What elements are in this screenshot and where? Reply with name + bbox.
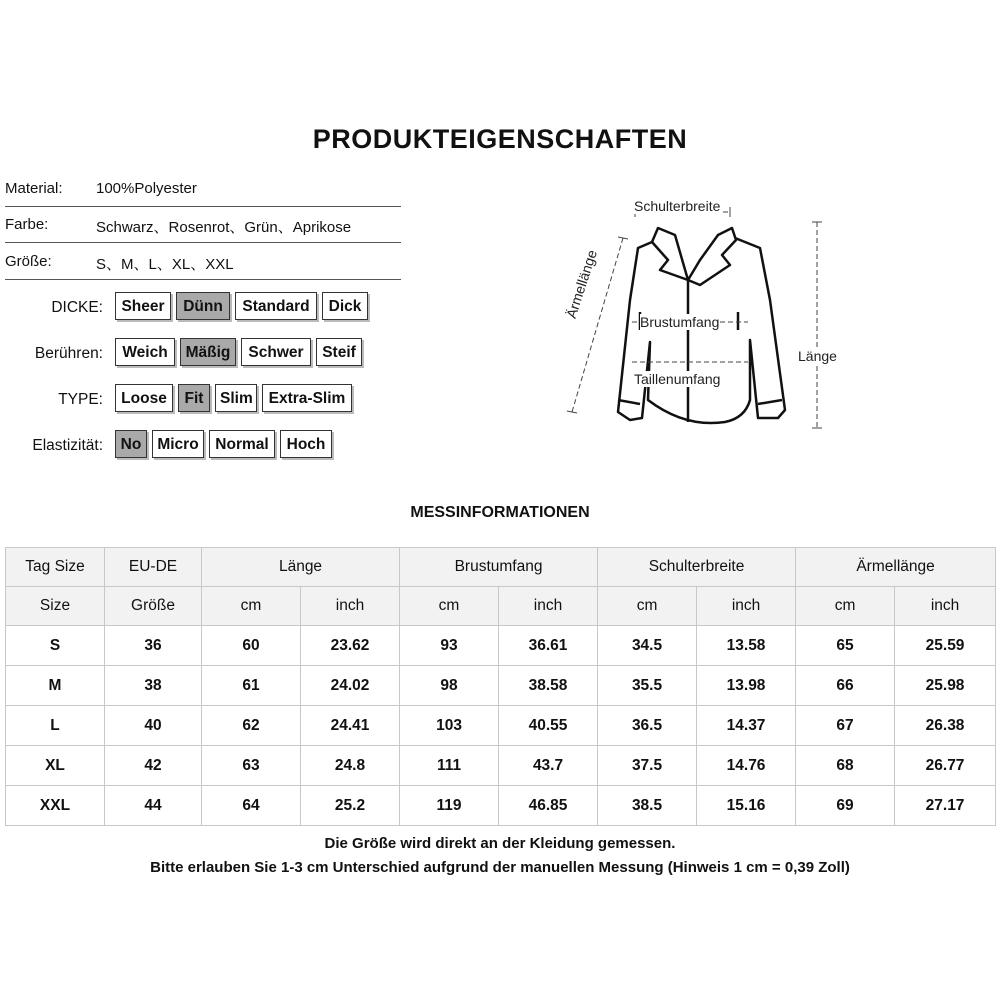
table-cell: 34.5 [598,626,697,666]
table-header-cell: Schulterbreite [598,548,796,587]
attr-value: 100%Polyester [96,180,197,197]
attr-row-color [5,206,401,243]
table-header-cell: Brustumfang [400,548,598,587]
table-cell: 27.17 [895,786,996,826]
attr-value: Schwarz、Rosenrot、Grün、Aprikose [96,219,352,236]
table-subheader-cell: inch [697,587,796,626]
option-label: Elastizität: [32,437,103,454]
garment-diagram [560,190,860,440]
table-cell: 36 [105,626,202,666]
note-line-1: Die Größe wird direkt an der Kleidung gemessen. [324,835,676,852]
table-cell: 43.7 [499,746,598,786]
table-cell: 46.85 [499,786,598,826]
table-cell: 25.59 [895,626,996,666]
table-header-row [6,548,996,587]
table-cell: 61 [202,666,301,706]
option-chip: Dick [322,292,368,320]
table-cell: 36.61 [499,626,598,666]
option-chip: Normal [209,430,275,458]
table-cell: 42 [105,746,202,786]
table-subheader-cell: cm [598,587,697,626]
table-cell: 38.5 [598,786,697,826]
measurement-title: MESSINFORMATIONEN [410,504,590,521]
table-subheader-row [6,587,996,626]
table-header-cell: Tag Size [6,548,105,587]
option-chip: Steif [316,338,362,366]
option-chip: Micro [152,430,204,458]
table-cell: 69 [796,786,895,826]
table-cell: 35.5 [598,666,697,706]
table-cell: 26.77 [895,746,996,786]
table-header-cell: Länge [202,548,400,587]
diagram-label-sleeve: Ärmellänge [562,247,600,321]
table-cell: 25.98 [895,666,996,706]
table-cell: 23.62 [301,626,400,666]
table-cell: 24.02 [301,666,400,706]
option-chip: Sheer [115,292,171,320]
option-chip: No [115,430,147,458]
attr-row-material [5,170,401,207]
table-cell: 40.55 [499,706,598,746]
note-line-2: Bitte erlauben Sie 1-3 cm Unterschied aufgrund der manuellen Messung (Hinweis 1 cm = 0,39 Zoll) [150,859,850,876]
table-cell: 38 [105,666,202,706]
table-cell: 40 [105,706,202,746]
table-header-cell: Ärmellänge [796,548,996,587]
table-cell: 64 [202,786,301,826]
table-cell: 36.5 [598,706,697,746]
option-chip: Slim [215,384,257,412]
table-cell: 65 [796,626,895,666]
table-cell: 37.5 [598,746,697,786]
table-subheader-cell: inch [301,587,400,626]
table-cell: 24.41 [301,706,400,746]
table-subheader-cell: cm [400,587,499,626]
table-cell: XXL [6,786,105,826]
table-cell: 67 [796,706,895,746]
attr-row-size [5,243,401,280]
table-row [6,786,996,826]
table-subheader-cell: Size [6,587,105,626]
table-cell: 60 [202,626,301,666]
table-cell: 98 [400,666,499,706]
table-cell: 62 [202,706,301,746]
table-cell: 68 [796,746,895,786]
table-cell: 103 [400,706,499,746]
table-row [6,666,996,706]
table-cell: S [6,626,105,666]
table-row [6,746,996,786]
table-cell: M [6,666,105,706]
option-chip: Fit [178,384,210,412]
size-table [5,547,996,826]
table-cell: 119 [400,786,499,826]
table-cell: L [6,706,105,746]
table-cell: 111 [400,746,499,786]
table-cell: XL [6,746,105,786]
diagram-label-waist: Taillenumfang [634,371,721,387]
table-cell: 13.58 [697,626,796,666]
table-cell: 13.98 [697,666,796,706]
option-chip: Hoch [280,430,332,458]
table-cell: 14.37 [697,706,796,746]
option-label: TYPE: [58,391,103,408]
option-chip: Schwer [241,338,311,366]
option-chip: Weich [115,338,175,366]
table-cell: 66 [796,666,895,706]
table-row [6,706,996,746]
attr-value: S、M、L、XL、XXL [96,256,234,273]
table-subheader-cell: cm [202,587,301,626]
table-cell: 44 [105,786,202,826]
table-subheader-cell: Größe [105,587,202,626]
attr-label: Größe: [5,253,52,270]
option-chip: Standard [235,292,317,320]
diagram-label-chest: Brustumfang [640,314,720,330]
table-cell: 93 [400,626,499,666]
option-chip: Loose [115,384,173,412]
table-row [6,626,996,666]
diagram-label-length: Länge [798,348,837,364]
table-cell: 24.8 [301,746,400,786]
table-cell: 26.38 [895,706,996,746]
option-chip: Extra-Slim [262,384,352,412]
option-chip: Mäßig [180,338,236,366]
option-label: Berühren: [34,345,103,362]
table-subheader-cell: cm [796,587,895,626]
table-subheader-cell: inch [499,587,598,626]
table-cell: 38.58 [499,666,598,706]
diagram-label-shoulder: Schulterbreite [634,198,721,214]
table-cell: 15.16 [697,786,796,826]
table-cell: 63 [202,746,301,786]
attr-label: Farbe: [5,216,49,233]
table-subheader-cell: inch [895,587,996,626]
page-title: PRODUKTEIGENSCHAFTEN [312,124,688,154]
table-header-cell: EU-DE [105,548,202,587]
option-label: DICKE: [51,299,103,316]
table-cell: 14.76 [697,746,796,786]
attr-label: Material: [5,180,63,197]
option-chip: Dünn [176,292,230,320]
table-cell: 25.2 [301,786,400,826]
